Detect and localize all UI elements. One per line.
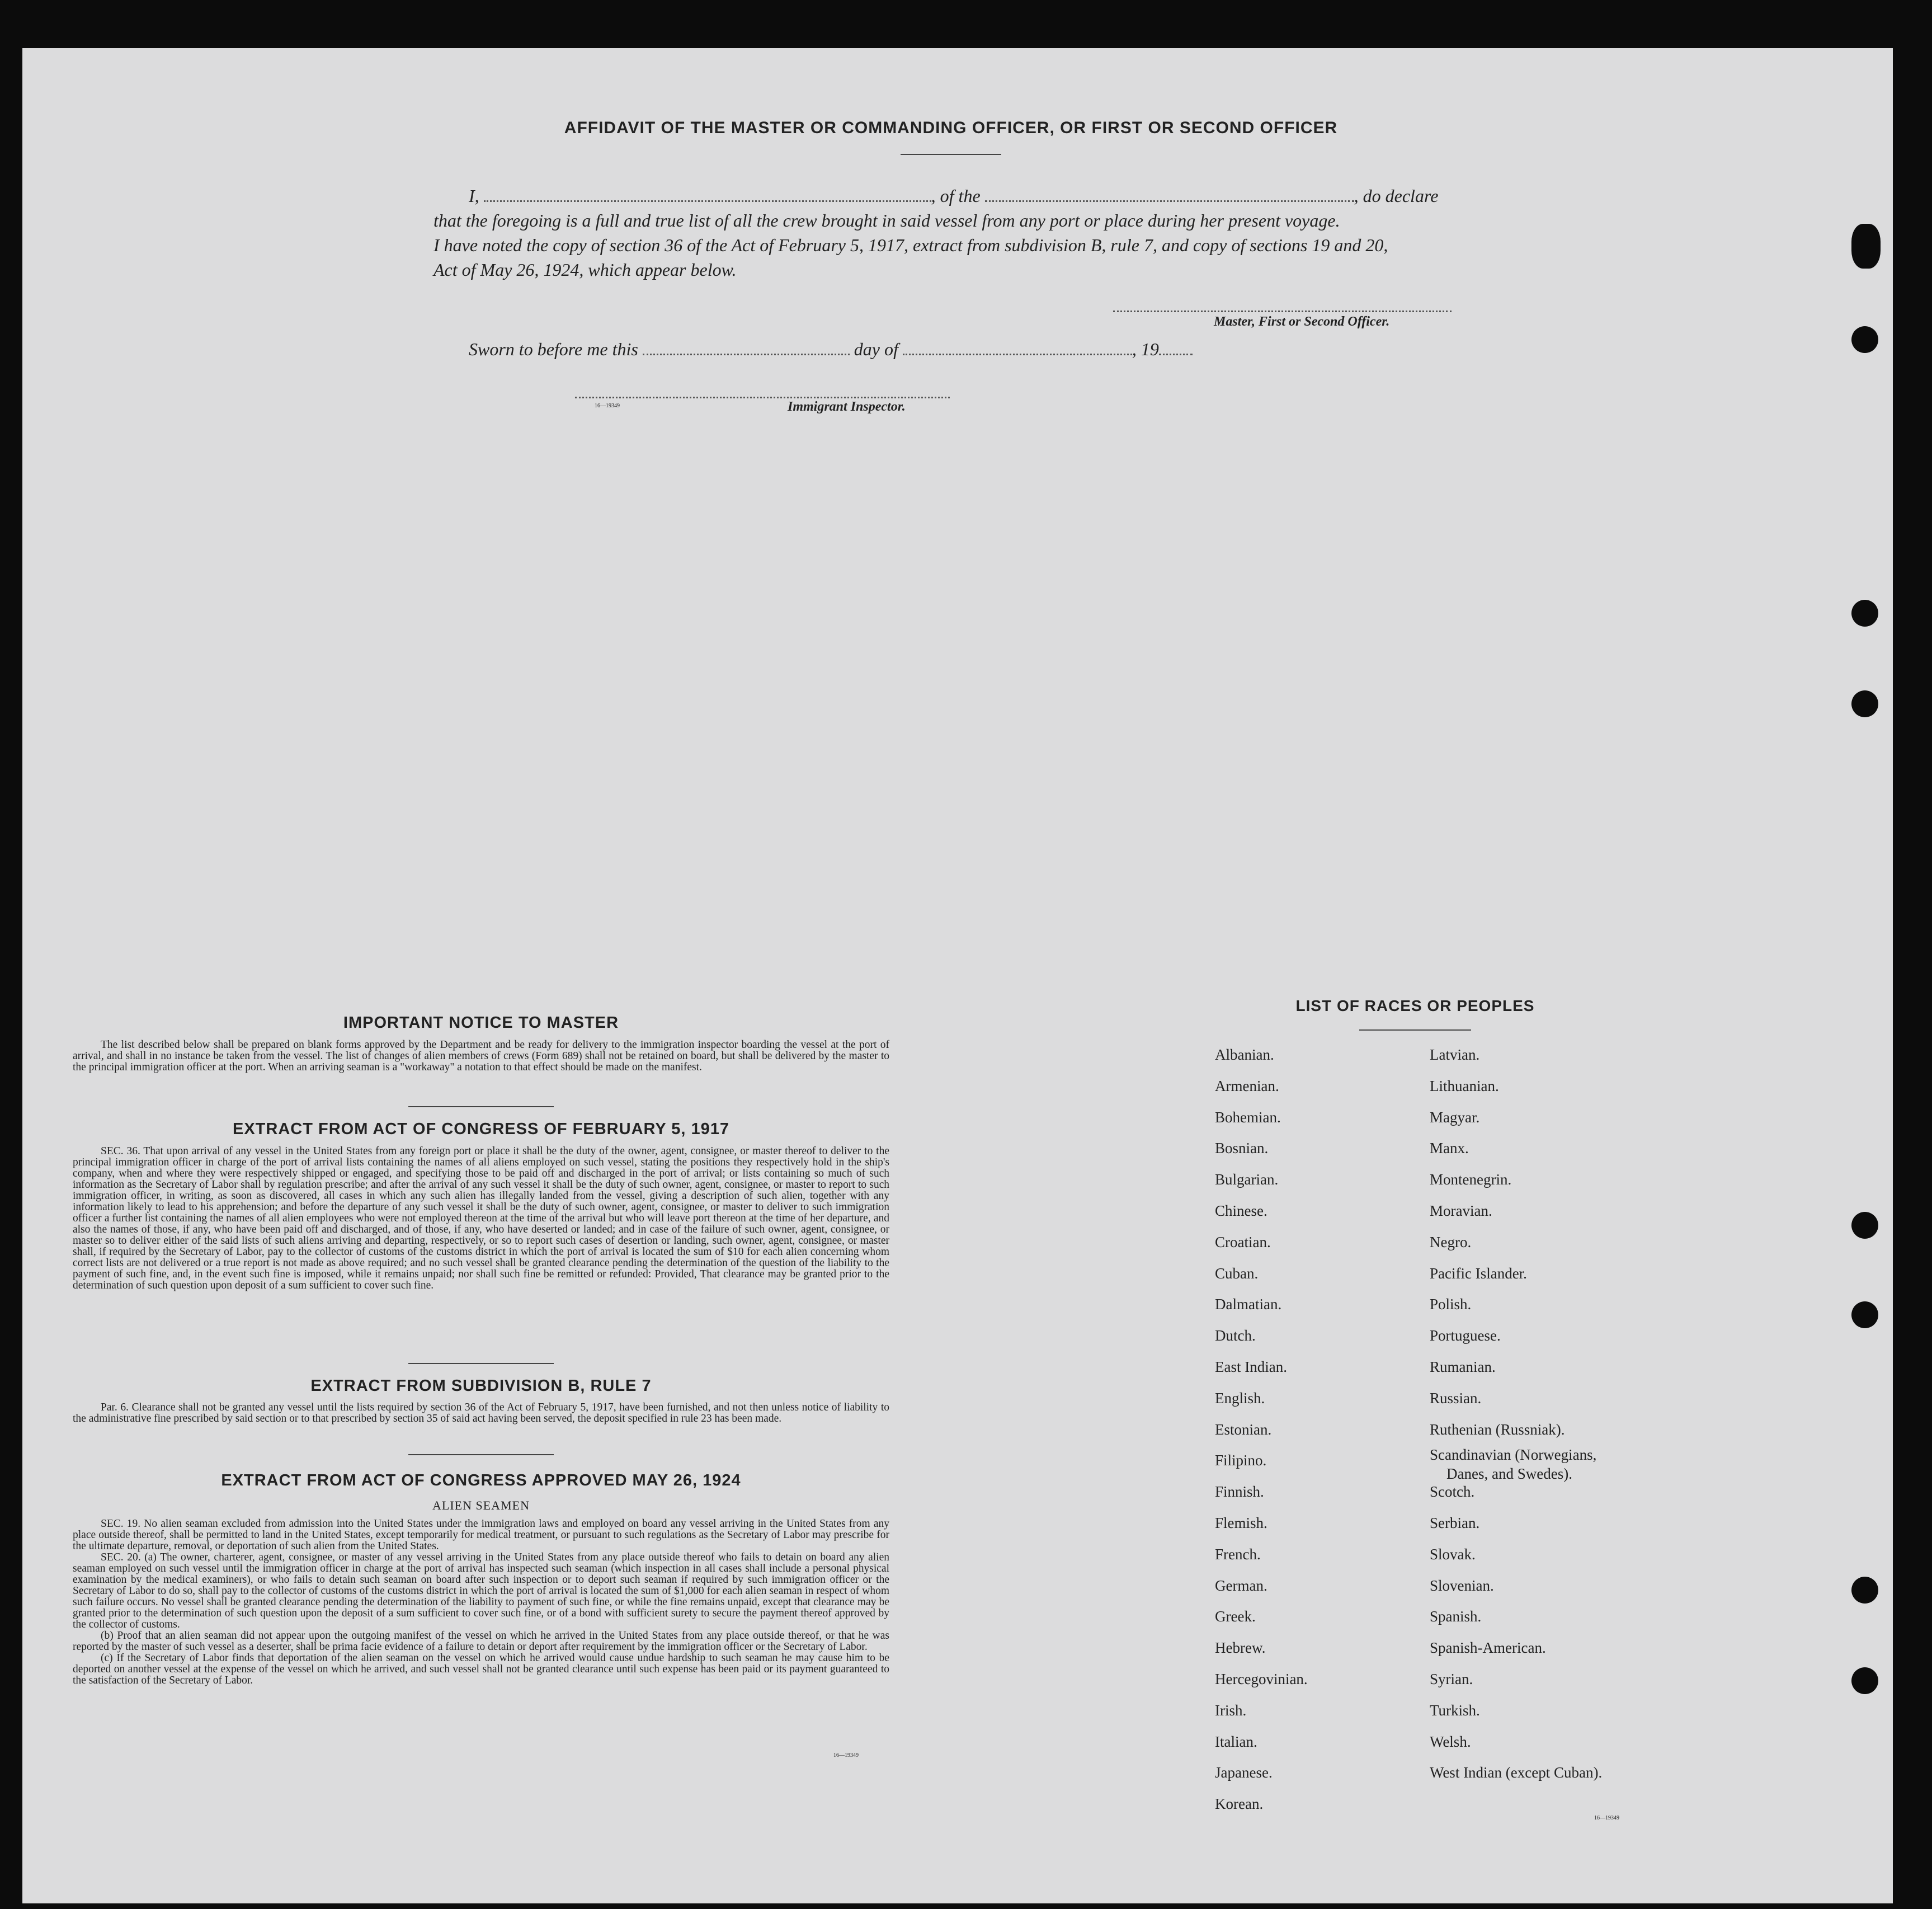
race-item: Manx. xyxy=(1430,1140,1469,1157)
sworn-month-blank xyxy=(903,341,1132,355)
sec-20b: (b) Proof that an alien seaman did not appear upon the outgoing manifest of the vessel on which he arrived in the United States from any place outside thereof, or that he was reported by the master of such vessel as a deserter, shall be prima facie evidence of a failure to detain or deport after requirement by the immigration officer or the Secretary of Labor. xyxy=(73,1630,889,1653)
binder-hole xyxy=(1851,1667,1878,1694)
race-item: Cuban. xyxy=(1215,1264,1259,1282)
race-item: Slovenian. xyxy=(1430,1577,1494,1594)
affidavit-line-2: that the foregoing is a full and true list of all the crew brought in said vessel from any port or place during her present voyage. xyxy=(433,210,1340,231)
race-item: Bohemian. xyxy=(1215,1108,1281,1126)
race-item: French. xyxy=(1215,1545,1261,1563)
races-form-number: 16—19349 xyxy=(1594,1815,1619,1821)
name-blank xyxy=(484,188,931,202)
master-signature-label: Master, First or Second Officer. xyxy=(1214,314,1390,329)
race-item: Estonian. xyxy=(1215,1421,1272,1438)
sworn-line xyxy=(469,337,1252,361)
affidavit-title: AFFIDAVIT OF THE MASTER OR COMMANDING OFFICER, OR FIRST OR SECOND OFFICER xyxy=(564,119,1338,137)
race-item: Japanese. xyxy=(1215,1764,1273,1781)
race-item: Montenegrin. xyxy=(1430,1171,1512,1188)
race-item: Scotch. xyxy=(1430,1483,1475,1501)
race-item: Negro. xyxy=(1430,1233,1472,1250)
extract-1924-subtitle: ALIEN SEAMEN xyxy=(432,1498,530,1512)
extract-rule7-body: Par. 6. Clearance shall not be granted any vessel until the lists required by section 36 of the Act of February 5, 1917, have been furnished, and not then unless notice of liability to the administrative fine prescribed by said section or to that prescribed by section 35 of said act having been served, the deposit specified in rule 23 has been made. xyxy=(73,1402,889,1424)
affidavit-i: I, xyxy=(469,186,479,206)
race-item: Danes, and Swedes). xyxy=(1446,1465,1572,1483)
race-item: Turkish. xyxy=(1430,1701,1480,1719)
sworn-day-blank xyxy=(643,341,850,355)
race-item: Polish. xyxy=(1430,1296,1472,1313)
sec-20a: SEC. 20. (a) The owner, charterer, agent, consignee, or master of any vessel arriving in the United States from any place outside thereof who fails to detain on board any alien seaman employed on such vessel until the immigration officer in charge at the port of arrival has inspected such seaman (which inspection in all cases shall include a personal physical examination by the medical examiners), or who fails to detain such seaman on board after such inspection or to deport such seaman if required by such immigration officer or the Secretary of Labor to do so, shall pay to the collector of customs of the customs district in which the port of arrival is located the sum of $1,000 for each alien seaman in respect of whom such failure occurs. No vessel shall be granted clearance pending the determination of the liability to payment of such fine, or while the fine remains unpaid, except that clearance may be granted prior to the determination of such question upon the deposit of a sum sufficient to cover such fine, or of a bond with sufficient surety to secure the payment thereof approved by the collector of customs. xyxy=(73,1551,889,1630)
race-item: Bulgarian. xyxy=(1215,1171,1279,1188)
race-item: Magyar. xyxy=(1430,1108,1480,1126)
inspector-label: Immigrant Inspector. xyxy=(788,399,906,414)
race-item: Russian. xyxy=(1430,1389,1482,1407)
race-item: Bosnian. xyxy=(1215,1140,1269,1157)
race-item: Croatian. xyxy=(1215,1233,1271,1250)
race-item: West Indian (except Cuban). xyxy=(1430,1764,1603,1781)
race-item: Welsh. xyxy=(1430,1733,1471,1750)
race-item: English. xyxy=(1215,1389,1265,1407)
race-item: Rumanian. xyxy=(1430,1358,1496,1375)
races-underline xyxy=(1359,1029,1471,1031)
race-item: Armenian. xyxy=(1215,1077,1279,1094)
affidavit-line-1 xyxy=(469,184,1476,208)
section-divider xyxy=(408,1454,554,1455)
race-item: Syrian. xyxy=(1430,1671,1473,1687)
race-item: German. xyxy=(1215,1577,1267,1594)
race-item: Hercegovinian. xyxy=(1215,1671,1308,1687)
race-item: Albanian. xyxy=(1215,1046,1274,1063)
race-item: Finnish. xyxy=(1215,1483,1264,1501)
race-item: Moravian. xyxy=(1430,1202,1492,1219)
race-item: Filipino. xyxy=(1215,1452,1267,1469)
race-item: Ruthenian (Russniak). xyxy=(1430,1421,1565,1438)
vessel-blank xyxy=(985,188,1354,202)
race-item: Lithuanian. xyxy=(1430,1077,1499,1094)
sworn-year: , 19 xyxy=(1132,339,1159,359)
notice-body: The list described below shall be prepared on blank forms approved by the Department and be ready for delivery to the immigration inspector boarding the vessel at the port of arrival, and shall in no instance be taken from the vessel. The list of changes of alien members of crews (Form 689) shall not be retained on board, but shall be delivered by the master to the principal immigration officer at the port. When an arriving seaman is a "workaway" a notation to that effect should be made on the manifest. xyxy=(73,1039,889,1073)
affidavit-line-4: Act of May 26, 1924, which appear below. xyxy=(433,260,737,280)
race-item: Hebrew. xyxy=(1215,1639,1266,1657)
sworn-day-of: day of xyxy=(854,339,898,359)
race-item: Dalmatian. xyxy=(1215,1296,1282,1313)
race-item: Spanish-American. xyxy=(1430,1639,1546,1657)
race-item: Pacific Islander. xyxy=(1430,1264,1527,1282)
sworn-year-blank xyxy=(1159,341,1193,355)
race-item: Scandinavian (Norwegians, xyxy=(1430,1446,1597,1464)
sworn-prefix: Sworn to before me this xyxy=(469,339,638,359)
extract-1924-title: EXTRACT FROM ACT OF CONGRESS APPROVED MAY 26, 1924 xyxy=(221,1471,741,1489)
race-item: Chinese. xyxy=(1215,1202,1267,1219)
race-item: Korean. xyxy=(1215,1795,1264,1813)
binder-hole xyxy=(1851,224,1881,269)
binder-hole xyxy=(1851,600,1878,627)
race-item: Dutch. xyxy=(1215,1327,1256,1344)
race-item: Irish. xyxy=(1215,1701,1247,1719)
race-item: Serbian. xyxy=(1430,1515,1480,1531)
race-item: Spanish. xyxy=(1430,1608,1482,1625)
affidavit-line-3: I have noted the copy of section 36 of the Act of February 5, 1917, extract from subdivision B, rule 7, and copy of sections 19 and 20, xyxy=(433,235,1388,255)
sec-20c: (c) If the Secretary of Labor finds that deportation of the alien seaman on the vessel on which he arrived would cause undue hardship to such seaman he may cause him to be deported on another vessel at the expense of the vessel on which he arrived, and such vessel shall not be granted clearance until such expense has been paid or its payment guaranteed to the satisfaction of the Secretary of Labor. xyxy=(73,1652,889,1686)
master-signature-line xyxy=(1113,298,1452,312)
race-item: Latvian. xyxy=(1430,1046,1480,1063)
race-item: East Indian. xyxy=(1215,1358,1287,1375)
section-divider xyxy=(408,1106,554,1107)
inspector-signature-line xyxy=(575,384,950,398)
race-item: Slovak. xyxy=(1430,1545,1476,1563)
title-underline xyxy=(901,154,1001,155)
binder-hole xyxy=(1851,1577,1878,1604)
extract-1917-title: EXTRACT FROM ACT OF CONGRESS OF FEBRUARY 5, 1917 xyxy=(232,1120,730,1138)
extract-1924-body xyxy=(73,1518,889,1686)
races-title: LIST OF RACES OR PEOPLES xyxy=(1295,997,1535,1014)
affidavit-do-declare: , do declare xyxy=(1354,186,1439,206)
sec-19: SEC. 19. No alien seaman excluded from admission into the United States under the immigration laws and employed on board any vessel arriving in the United States from any place outside thereof, shall be permitted to land in the United States, except temporarily for medical treatment, or pursuant to such regulations as the Secretary of Labor may prescribe for the ultimate departure, removal, or deportation of such alien from the United States. xyxy=(73,1518,889,1552)
race-item: Flemish. xyxy=(1215,1515,1267,1531)
notice-title: IMPORTANT NOTICE TO MASTER xyxy=(343,1014,619,1032)
binder-hole xyxy=(1851,1212,1878,1239)
race-item: Italian. xyxy=(1215,1733,1257,1750)
binder-hole xyxy=(1851,690,1878,717)
extract-rule7-title: EXTRACT FROM SUBDIVISION B, RULE 7 xyxy=(310,1377,652,1395)
affidavit-of-the: , of the xyxy=(931,186,981,206)
extract-1917-body: SEC. 36. That upon arrival of any vessel in the United States from any foreign port or place it shall be the duty of the owner, agent, consignee, or master thereof to deliver to the principal immigration officer in charge of the port of arrival lists containing the names of all aliens employed on such vessel, stating the positions they respectively hold in the ship's company, when and where they were respectively shipped or engaged, and specifying those to be paid off and discharged in the port of arrival; or lists containing so much of such information as the Secretary of Labor shall by regulation prescribe; and after the arrival of any such vessel it shall be the duty of such owner, agent, consignee, or master to report to such immigration officer, in writing, as soon as discovered, all cases in which any such alien has illegally landed from the vessel, giving a description of such alien, together with any information likely to lead to his apprehension; and before the departure of any such vessel it shall be the duty of such owner, agent, consignee, or master to deliver to such immigration officer a further list containing the names of all alien employees who were not employed thereon at the time of the arrival but who will leave port thereon at the time of her departure, and also the names of those, if any, who have been paid off and discharged, and of those, if any, who have deserted or landed; and in case of the failure of such owner, agent, consignee, or master so to deliver either of the said lists of such aliens arriving and departing, respectively, or so to report such cases of desertion or landing, such owner, agent, consignee, or master shall, if required by the Secretary of Labor, pay to the collector of customs of the customs district in which the port of arrival is located the sum of $10 for each alien concerning whom correct lists are not delivered or a true report is not made as above required; and no such vessel shall be granted clearance pending the determination of the question of the liability to the payment of such fine, and, in the event such fine is imposed, while it remains unpaid; nor shall such fine be remitted or refunded: Provided, That clearance may be granted prior to the determination of such question upon deposit of a sum sufficient to cover such fine. xyxy=(73,1145,889,1291)
form-number-bottom: 16—19349 xyxy=(833,1752,859,1758)
race-item: Greek. xyxy=(1215,1608,1256,1625)
race-item: Portuguese. xyxy=(1430,1327,1501,1344)
binder-hole xyxy=(1851,1301,1878,1328)
section-divider xyxy=(408,1363,554,1364)
binder-hole xyxy=(1851,326,1878,353)
form-number: 16—19349 xyxy=(595,403,620,409)
